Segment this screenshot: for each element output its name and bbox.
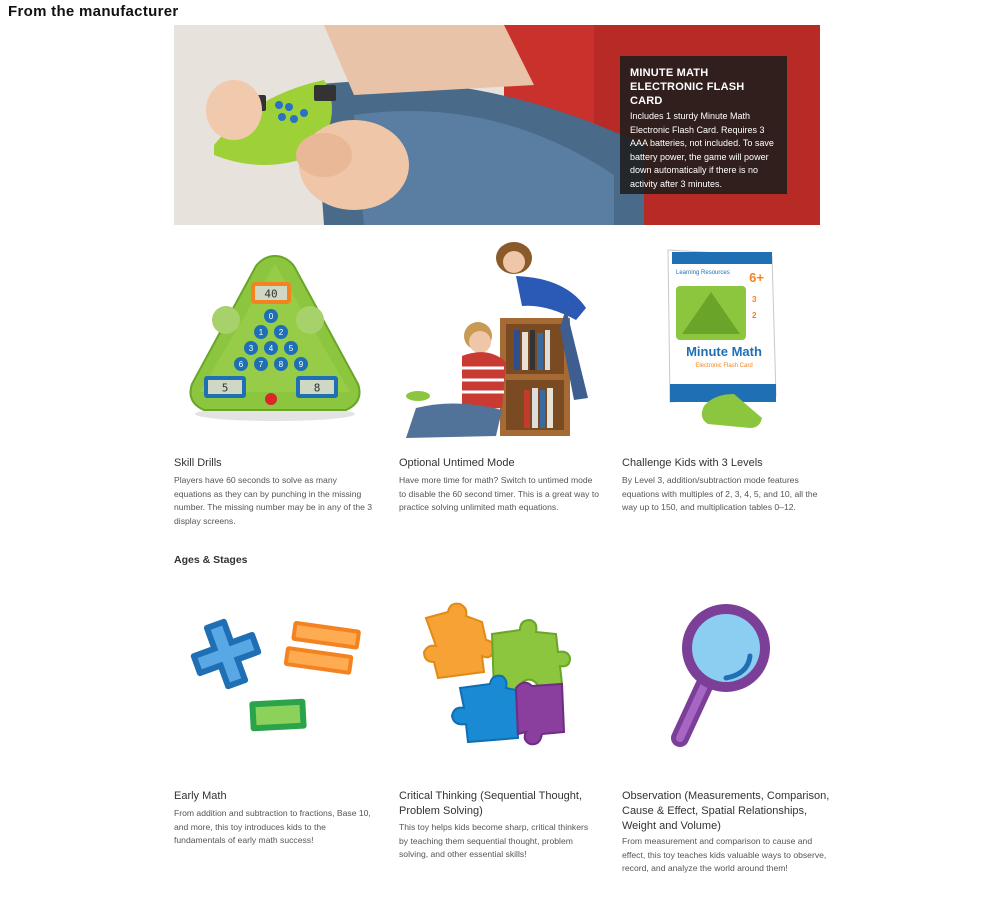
math-symbols-image	[186, 614, 362, 736]
product-box-image	[664, 246, 784, 436]
magnifying-glass-icon	[668, 598, 776, 748]
minus-icon	[249, 699, 306, 732]
device-key-label: 3	[248, 344, 254, 353]
box-brand: Learning Resources	[676, 270, 730, 276]
hero-text: Includes 1 sturdy Minute Math Electronic Flash Card. Requires 3 AAA batteries, not included. To save battery power, the game will power down automatically if there is no activity after 3 minutes.	[630, 111, 774, 189]
magnifying-glass-image	[668, 598, 776, 748]
puzzle-icon	[420, 600, 576, 748]
device-key-label: 5	[288, 344, 294, 353]
device-key-label: 2	[278, 328, 284, 337]
section-heading: From the manufacturer	[8, 3, 179, 20]
feature-title: Challenge Kids with 3 Levels	[622, 457, 763, 469]
device-key-label: 6	[238, 360, 244, 369]
feature-title: Optional Untimed Mode	[399, 457, 515, 469]
puzzle-pieces-image	[420, 600, 576, 748]
box-subtitle: Electronic Flash Card	[695, 363, 753, 369]
device-key-label: 0	[268, 312, 274, 321]
hero-title: MINUTE MATH ELECTRONIC FLASH CARD	[630, 67, 745, 107]
stage-title: Early Math	[174, 790, 227, 802]
hero-caption	[620, 56, 787, 194]
feature-desc: Players have 60 seconds to solve as many equations as they can by punching in the missing number. The missing number may be in any of the 3 display screens.	[174, 475, 373, 526]
device-top-display: 40	[264, 287, 278, 301]
feature-title: Skill Drills	[174, 457, 222, 469]
device-key-label: 8	[278, 360, 284, 369]
feature-desc: By Level 3, addition/subtraction mode features equations with multiples of 2, 3, 4, 5, and 10, all the way up to 150, and multiplication tables 0–12.	[622, 475, 818, 512]
feature-desc: Have more time for math? Switch to untimed mode to disable the 60 second timer. This is a great way to practice solving unlimited math equations.	[399, 475, 599, 512]
kids-playing-image	[396, 238, 602, 442]
hero-banner	[174, 25, 820, 225]
ages-stages-heading: Ages & Stages	[174, 554, 248, 566]
plus-icon	[186, 614, 270, 698]
device-key-label: 7	[258, 360, 264, 369]
stage-title: Critical Thinking (Sequential Thought, Problem Solving)	[399, 790, 583, 817]
stage-desc: This toy helps kids become sharp, critical thinkers by teaching them sequential thought, problem solving, and other essential skills!	[399, 822, 589, 859]
device-key-label: 1	[258, 328, 264, 337]
stage-desc: From measurement and comparison to cause and effect, this toy teaches kids valuable ways to observe, record, and analyze the world around them!	[622, 836, 827, 873]
box-name: Minute Math	[686, 344, 762, 359]
stage-title: Observation (Measurements, Comparison, Cause & Effect, Spatial Relationships, Weight and Volume)	[622, 790, 830, 832]
flash-card-device-image	[186, 252, 364, 424]
stage-desc: From addition and subtraction to fractions, Base 10, and more, this toy introduces kids to the fundamentals of early math success!	[174, 808, 371, 845]
device-right-display: 8	[313, 381, 321, 395]
device-key-label: 9	[298, 360, 304, 369]
box-age: 6+	[749, 270, 764, 285]
box-modes: 2	[752, 311, 757, 320]
device-key-label: 4	[268, 344, 274, 353]
device-left-display: 5	[221, 381, 229, 395]
equals-icon	[284, 620, 362, 676]
box-levels: 3	[752, 295, 757, 304]
